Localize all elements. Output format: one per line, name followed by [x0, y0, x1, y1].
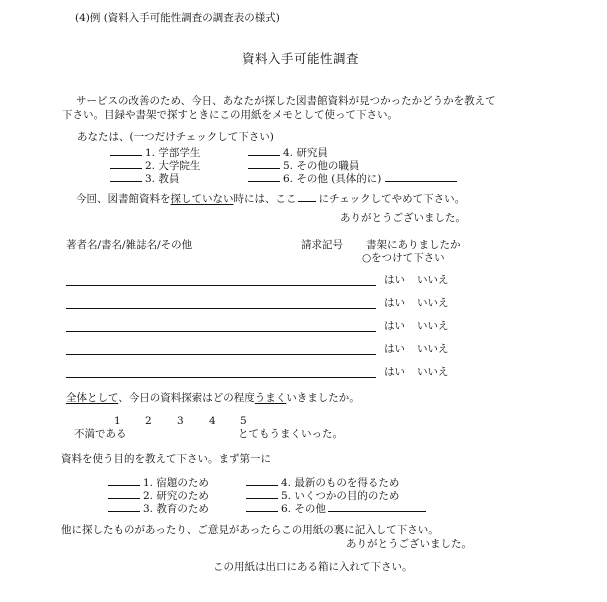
write-line[interactable] — [66, 354, 376, 355]
scale-2[interactable]: 2 — [145, 415, 152, 427]
check-blank[interactable] — [246, 501, 278, 512]
check-blank[interactable] — [108, 475, 140, 486]
write-line[interactable] — [66, 377, 376, 378]
purpose-option-3[interactable]: 3. 教育のため — [108, 501, 209, 516]
respondent-option-3[interactable]: 3. 教員 — [110, 171, 179, 186]
respondent-option-4[interactable]: 4. 研究員 — [248, 145, 328, 160]
purpose-option-2[interactable]: 2. 研究のため — [108, 488, 209, 503]
overall-question: 全体として、今日の資料探索はどの程度うまくいきましたか。 — [66, 392, 360, 404]
no-option[interactable]: いいえ — [417, 320, 449, 332]
no-search-emphasis: 探していない — [170, 193, 234, 205]
thanks-1: ありがとうございました。 — [340, 212, 466, 224]
header-note: (4)例 (資料入手可能性調査の調査表の様式) — [75, 12, 280, 24]
no-option[interactable]: いいえ — [417, 274, 449, 286]
intro-line-1: サービスの改善のため、今日、あなたが探した図書館資料が見つかったかどうかを教えて — [76, 95, 496, 107]
specify-field[interactable] — [385, 171, 457, 182]
write-line[interactable] — [66, 331, 376, 332]
footer-comment-note: 他に探したものがあったり、ご意見があったらこの用紙の裏に記入して下さい。 — [61, 524, 439, 536]
scale-high-label: とてもうまくいった。 — [238, 428, 343, 440]
no-search-instruction: 今回、図書館資料を探していない時には、ここ にチェックしてやめて下さい。 — [76, 193, 466, 205]
no-option[interactable]: いいえ — [417, 343, 449, 355]
check-blank[interactable] — [248, 145, 280, 156]
respondent-option-5[interactable]: 5. その他の職員 — [248, 158, 359, 173]
no-option[interactable]: いいえ — [417, 297, 449, 309]
specify-field[interactable] — [328, 501, 426, 512]
intro-line-2: 下さい。目録や書架で探すときにこの用紙をメモとして使って下さい。 — [62, 109, 398, 121]
yes-option[interactable]: はい — [384, 297, 405, 309]
no-option[interactable]: いいえ — [417, 366, 449, 378]
write-line[interactable] — [66, 308, 376, 309]
column-header-call-number: 請求記号 — [301, 239, 343, 251]
yes-option[interactable]: はい — [384, 366, 405, 378]
purpose-option-1[interactable]: 1. 宿題のため — [108, 475, 209, 490]
respondent-option-2[interactable]: 2. 大学院生 — [110, 158, 200, 173]
check-blank[interactable] — [246, 475, 278, 486]
respondent-question: あなたは、(一つだけチェックして下さい) — [77, 131, 274, 143]
scale-4[interactable]: 4 — [209, 415, 216, 427]
yes-option[interactable]: はい — [384, 343, 405, 355]
scale-5[interactable]: 5 — [240, 415, 247, 427]
purpose-option-5[interactable]: 5. いくつかの目的のため — [246, 488, 399, 503]
thanks-2: ありがとうございました。 — [346, 538, 472, 550]
write-line[interactable] — [66, 285, 376, 286]
overall-emphasis-1: 全体として — [66, 392, 119, 404]
purpose-option-6[interactable]: 6. その他 — [246, 501, 429, 516]
yes-option[interactable]: はい — [384, 274, 405, 286]
check-blank[interactable] — [246, 488, 278, 499]
purpose-question: 資料を使う目的を教えて下さい。まず第一に — [61, 453, 271, 465]
overall-emphasis-2: うまく — [254, 392, 287, 404]
no-search-check-blank[interactable] — [298, 191, 316, 202]
column-header-found: 書架にありましたか — [366, 239, 461, 251]
scale-1[interactable]: 1 — [114, 415, 121, 427]
check-blank[interactable] — [248, 158, 280, 169]
check-blank[interactable] — [110, 145, 142, 156]
column-header-found-note: ○をつけて下さい — [362, 252, 445, 264]
return-note: この用紙は出口にある箱に入れて下さい。 — [213, 561, 413, 573]
yes-option[interactable]: はい — [384, 320, 405, 332]
respondent-option-6[interactable]: 6. その他 (具体的に) — [248, 171, 460, 186]
respondent-option-1[interactable]: 1. 学部学生 — [110, 145, 200, 160]
check-blank[interactable] — [248, 171, 280, 182]
purpose-option-4[interactable]: 4. 最新のものを得るため — [246, 475, 399, 490]
scale-3[interactable]: 3 — [177, 415, 184, 427]
check-blank[interactable] — [108, 488, 140, 499]
check-blank[interactable] — [110, 171, 142, 182]
scale-low-label: 不満である — [74, 428, 127, 440]
form-title: 資料入手可能性調査 — [242, 51, 360, 66]
check-blank[interactable] — [108, 501, 140, 512]
column-header-item: 著者名/書名/雑誌名/その他 — [66, 239, 193, 251]
check-blank[interactable] — [110, 158, 142, 169]
